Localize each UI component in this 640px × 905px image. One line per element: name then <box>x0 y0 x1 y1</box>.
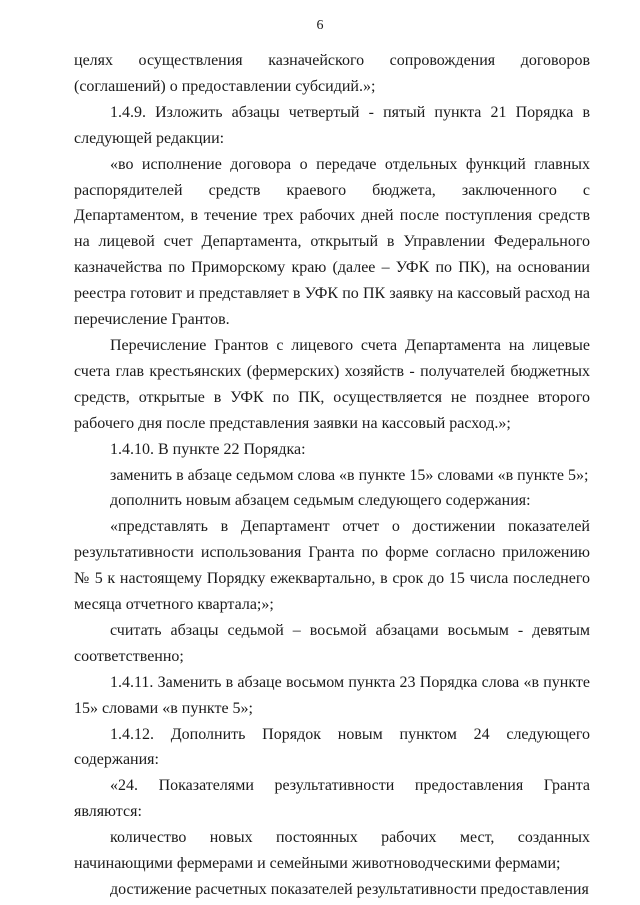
paragraph-renumber: считать абзацы седьмой – восьмой абзацами восьмым - девятым соответственно; <box>74 621 590 665</box>
document-body <box>74 48 590 903</box>
paragraph-point-24: «24. Показателями результативности предоставления Гранта являются: <box>74 777 590 821</box>
page-number: 6 <box>316 18 324 33</box>
paragraph-report-quote: «представлять в Департамент отчет о достижении показателей результативности использования Гранта по форме согласно приложению № 5 к настоящему Порядку ежеквартально, в срок до 15 числа последнего месяца отчетного квартала;»; <box>74 518 590 614</box>
paragraph-item-1-4-10: 1.4.10. В пункте 22 Порядка: <box>110 440 306 458</box>
paragraph-replace-words: заменить в абзаце седьмом слова «в пункте 15» словами «в пункте 5»; <box>110 466 589 484</box>
paragraph-item-1-4-12: 1.4.12. Дополнить Порядок новым пунктом 24 следующего содержания: <box>74 725 590 769</box>
paragraph-item-1-4-9: 1.4.9. Изложить абзацы четвертый - пятый пункта 21 Порядка в следующей редакции: <box>74 103 590 147</box>
paragraph-add-paragraph: дополнить новым абзацем седьмым следующего содержания: <box>110 492 531 510</box>
paragraph-indicators: достижение расчетных показателей результативности предоставления <box>110 881 589 898</box>
paragraph-grant-transfer: Перечисление Грантов с лицевого счета Департамента на лицевые счета глав крестьянских (фермерских) хозяйств - получателей бюджетных средств, открытые в УФК по ПК, осуществляется не позднее второго рабочего дня после представления заявки на кассовый расход.»; <box>74 336 590 432</box>
paragraph-item-1-4-11: 1.4.11. Заменить в абзаце восьмом пункта 23 Порядка слова «в пункте 15» словами «в пункте 5»; <box>74 673 590 717</box>
paragraph-new-jobs: количество новых постоянных рабочих мест, созданных начинающими фермерами и семейными животноводческими фермами; <box>74 829 590 873</box>
paragraph-quote-execution: «во исполнение договора о передаче отдельных функций главных распорядителей средств краевого бюджета, заключенного с Департаментом, в течение трех рабочих дней после поступления средств на лицевой счет Департамента, открытый в Управлении Федерального казначейства по Приморскому краю (далее – УФК по ПК), на основании реестра готовит и представляет в УФК по ПК заявку на кассовый расход на перечисление Грантов. <box>74 155 590 329</box>
paragraph-continuation: целях осуществления казначейского сопровождения договоров (соглашений) о предоставлении субсидий.»; <box>74 52 590 95</box>
